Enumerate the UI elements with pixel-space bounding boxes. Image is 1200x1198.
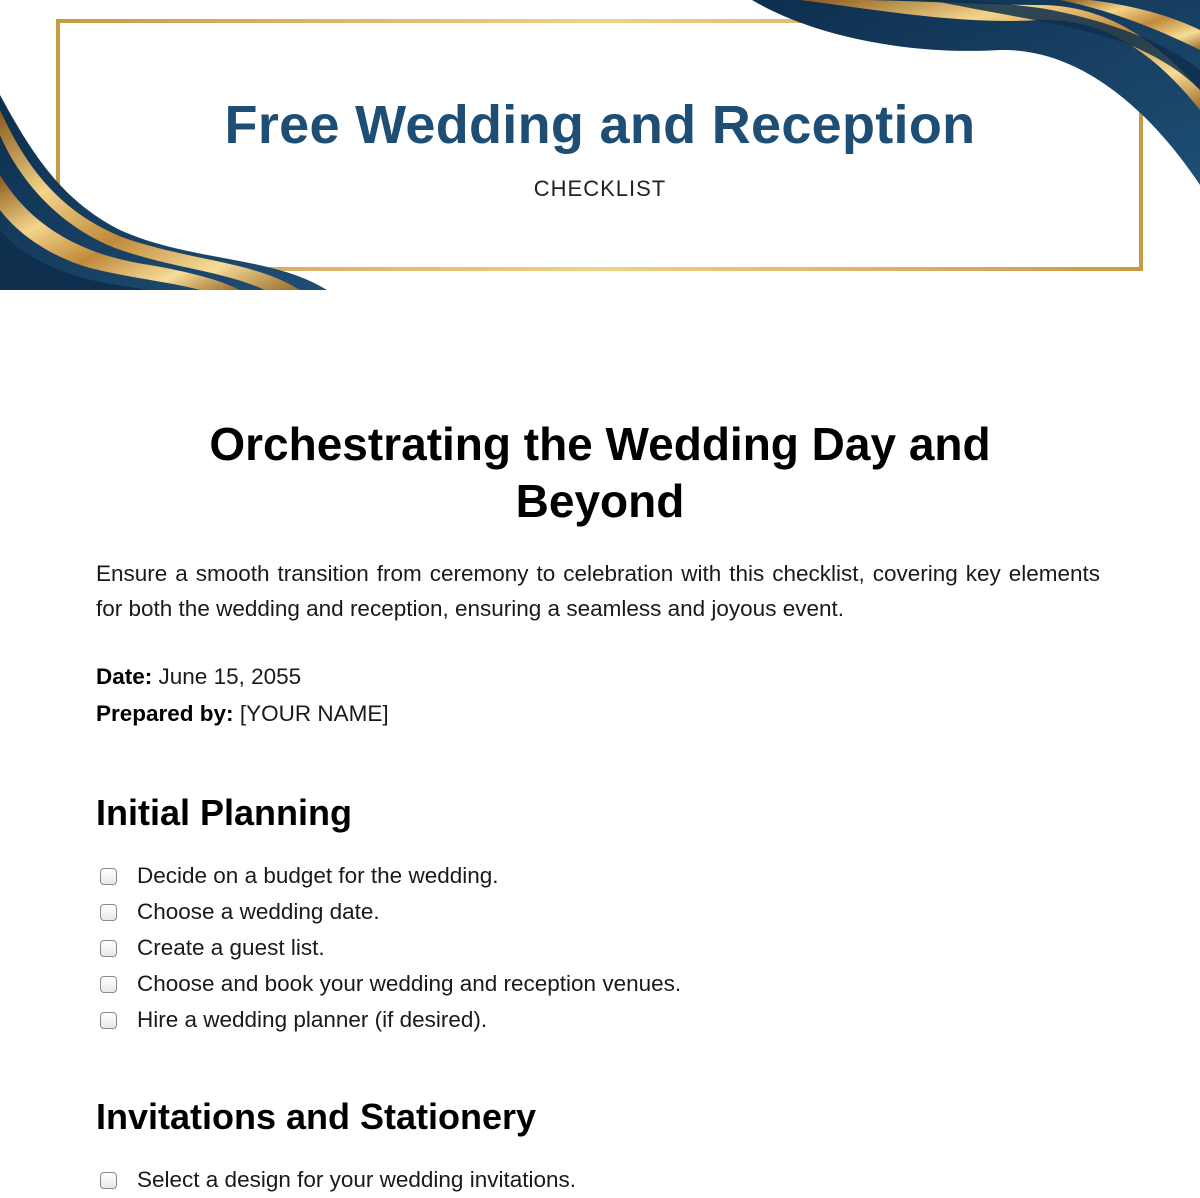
checklist-item-label: Decide on a budget for the wedding. — [137, 863, 499, 888]
banner-title: Free Wedding and Reception — [224, 95, 976, 155]
checklist-item-label: Choose and book your wedding and reception venues. — [137, 971, 682, 996]
checkbox[interactable] — [100, 1012, 117, 1029]
checklist-item — [100, 894, 681, 930]
checklist-item-label: Choose a wedding date. — [137, 899, 380, 924]
checklist-item — [100, 858, 681, 894]
header-banner — [0, 0, 1200, 292]
checkbox[interactable] — [100, 868, 117, 885]
checkbox[interactable] — [100, 1172, 117, 1189]
date-value: June 15, 2055 — [158, 664, 302, 689]
checklist-invitations — [100, 1162, 576, 1198]
prepared-value: [YOUR NAME] — [239, 701, 389, 726]
section-heading-invitations: Invitations and Stationery — [96, 1096, 537, 1137]
checklist-item-label: Create a guest list. — [137, 935, 325, 960]
prepared-label: Prepared by: — [96, 701, 234, 726]
checklist-item — [100, 930, 681, 966]
checkbox[interactable] — [100, 976, 117, 993]
prepared-by-line — [96, 701, 389, 727]
checklist-item — [100, 966, 681, 1002]
checklist-item — [100, 1162, 576, 1198]
intro-paragraph: Ensure a smooth transition from ceremony to celebration with this checklist, covering key elements for both the wedding and reception, ensuring a seamless and joyous event. — [96, 561, 1100, 621]
checklist-item — [100, 1002, 681, 1038]
checklist-initial-planning — [100, 858, 681, 1038]
checklist-item-label: Select a design for your wedding invitations. — [137, 1167, 577, 1192]
document-title: Orchestrating the Wedding Day and Beyond — [209, 418, 991, 527]
checklist-item-label: Hire a wedding planner (if desired). — [137, 1007, 488, 1032]
section-heading-initial-planning: Initial Planning — [96, 792, 353, 833]
date-label: Date: — [96, 664, 153, 689]
date-line — [96, 664, 301, 690]
checkbox[interactable] — [100, 940, 117, 957]
checkbox[interactable] — [100, 904, 117, 921]
banner-subtitle: CHECKLIST — [533, 176, 667, 201]
